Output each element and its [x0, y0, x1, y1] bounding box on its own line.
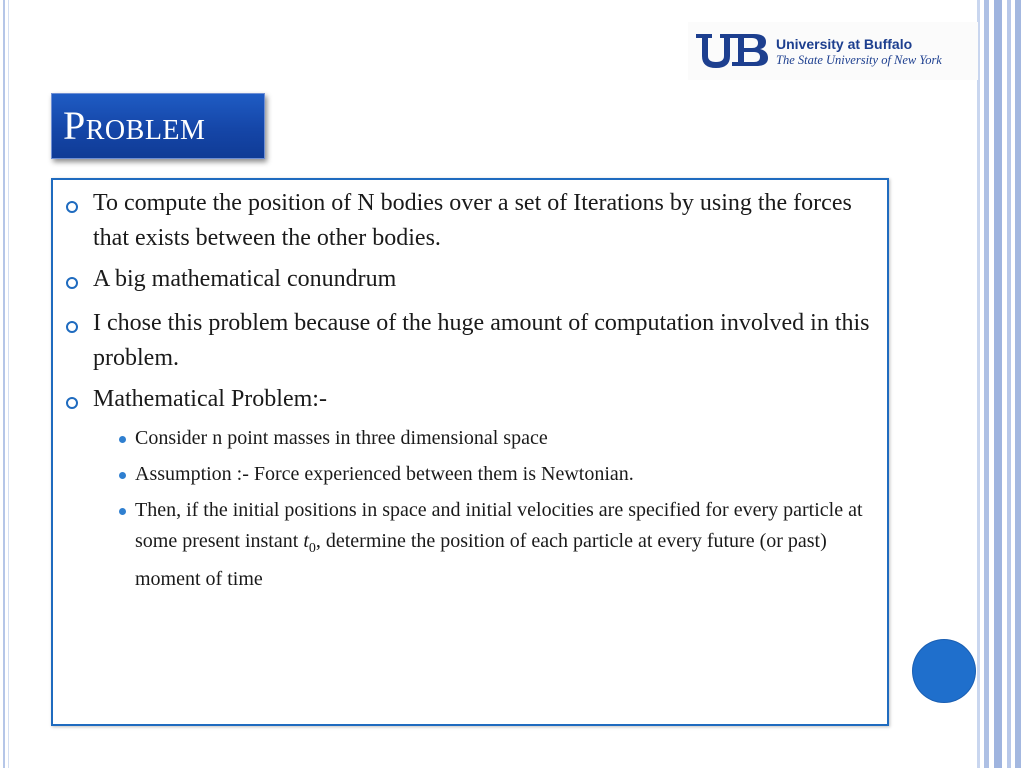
- logo-name: University at Buffalo: [776, 36, 913, 52]
- sub-bullet-text-after: , determine the position of each particle at every future (or past) moment of time: [135, 530, 827, 590]
- decorative-circle: [913, 640, 975, 702]
- bullet-marker-icon: [66, 397, 78, 409]
- right-decorative-stripes: [975, 0, 1024, 768]
- time-symbol-subscript: 0: [308, 541, 316, 556]
- sub-bullet-item: Consider n point masses in three dimensional space: [135, 427, 548, 449]
- slide-title-box: [51, 93, 265, 159]
- bullet-item: I chose this problem because of the huge amount of computation involved in this problem.: [93, 310, 870, 371]
- time-symbol: [303, 530, 316, 556]
- sub-bullet-text-before: Then, if the initial positions in space and initial velocities are specified for every particle at some present instant: [135, 499, 863, 552]
- bullet-marker-icon: [66, 201, 78, 213]
- logo-subtitle: The State University of New York: [776, 53, 942, 67]
- ub-monogram-icon: [694, 28, 770, 72]
- sub-bullet-item: [135, 495, 885, 595]
- slide-title: Problem: [63, 103, 206, 148]
- sub-bullet-marker-icon: [119, 436, 126, 443]
- sub-bullet-marker-icon: [119, 472, 126, 479]
- bullet-marker-icon: [66, 277, 78, 289]
- time-symbol-letter: t: [303, 530, 309, 552]
- content-box: [51, 178, 889, 726]
- bullet-marker-icon: [66, 321, 78, 333]
- left-decorative-lines: [0, 0, 12, 768]
- bullet-item: To compute the position of N bodies over a set of Iterations by using the forces that exists between the other bodies.: [93, 190, 852, 251]
- sub-bullet-item: Assumption :- Force experienced between them is Newtonian.: [135, 463, 634, 485]
- bullet-item: A big mathematical conundrum: [93, 266, 397, 292]
- sub-bullet-marker-icon: [119, 508, 126, 515]
- university-logo: [688, 22, 978, 80]
- bullet-item: Mathematical Problem:-: [93, 386, 327, 412]
